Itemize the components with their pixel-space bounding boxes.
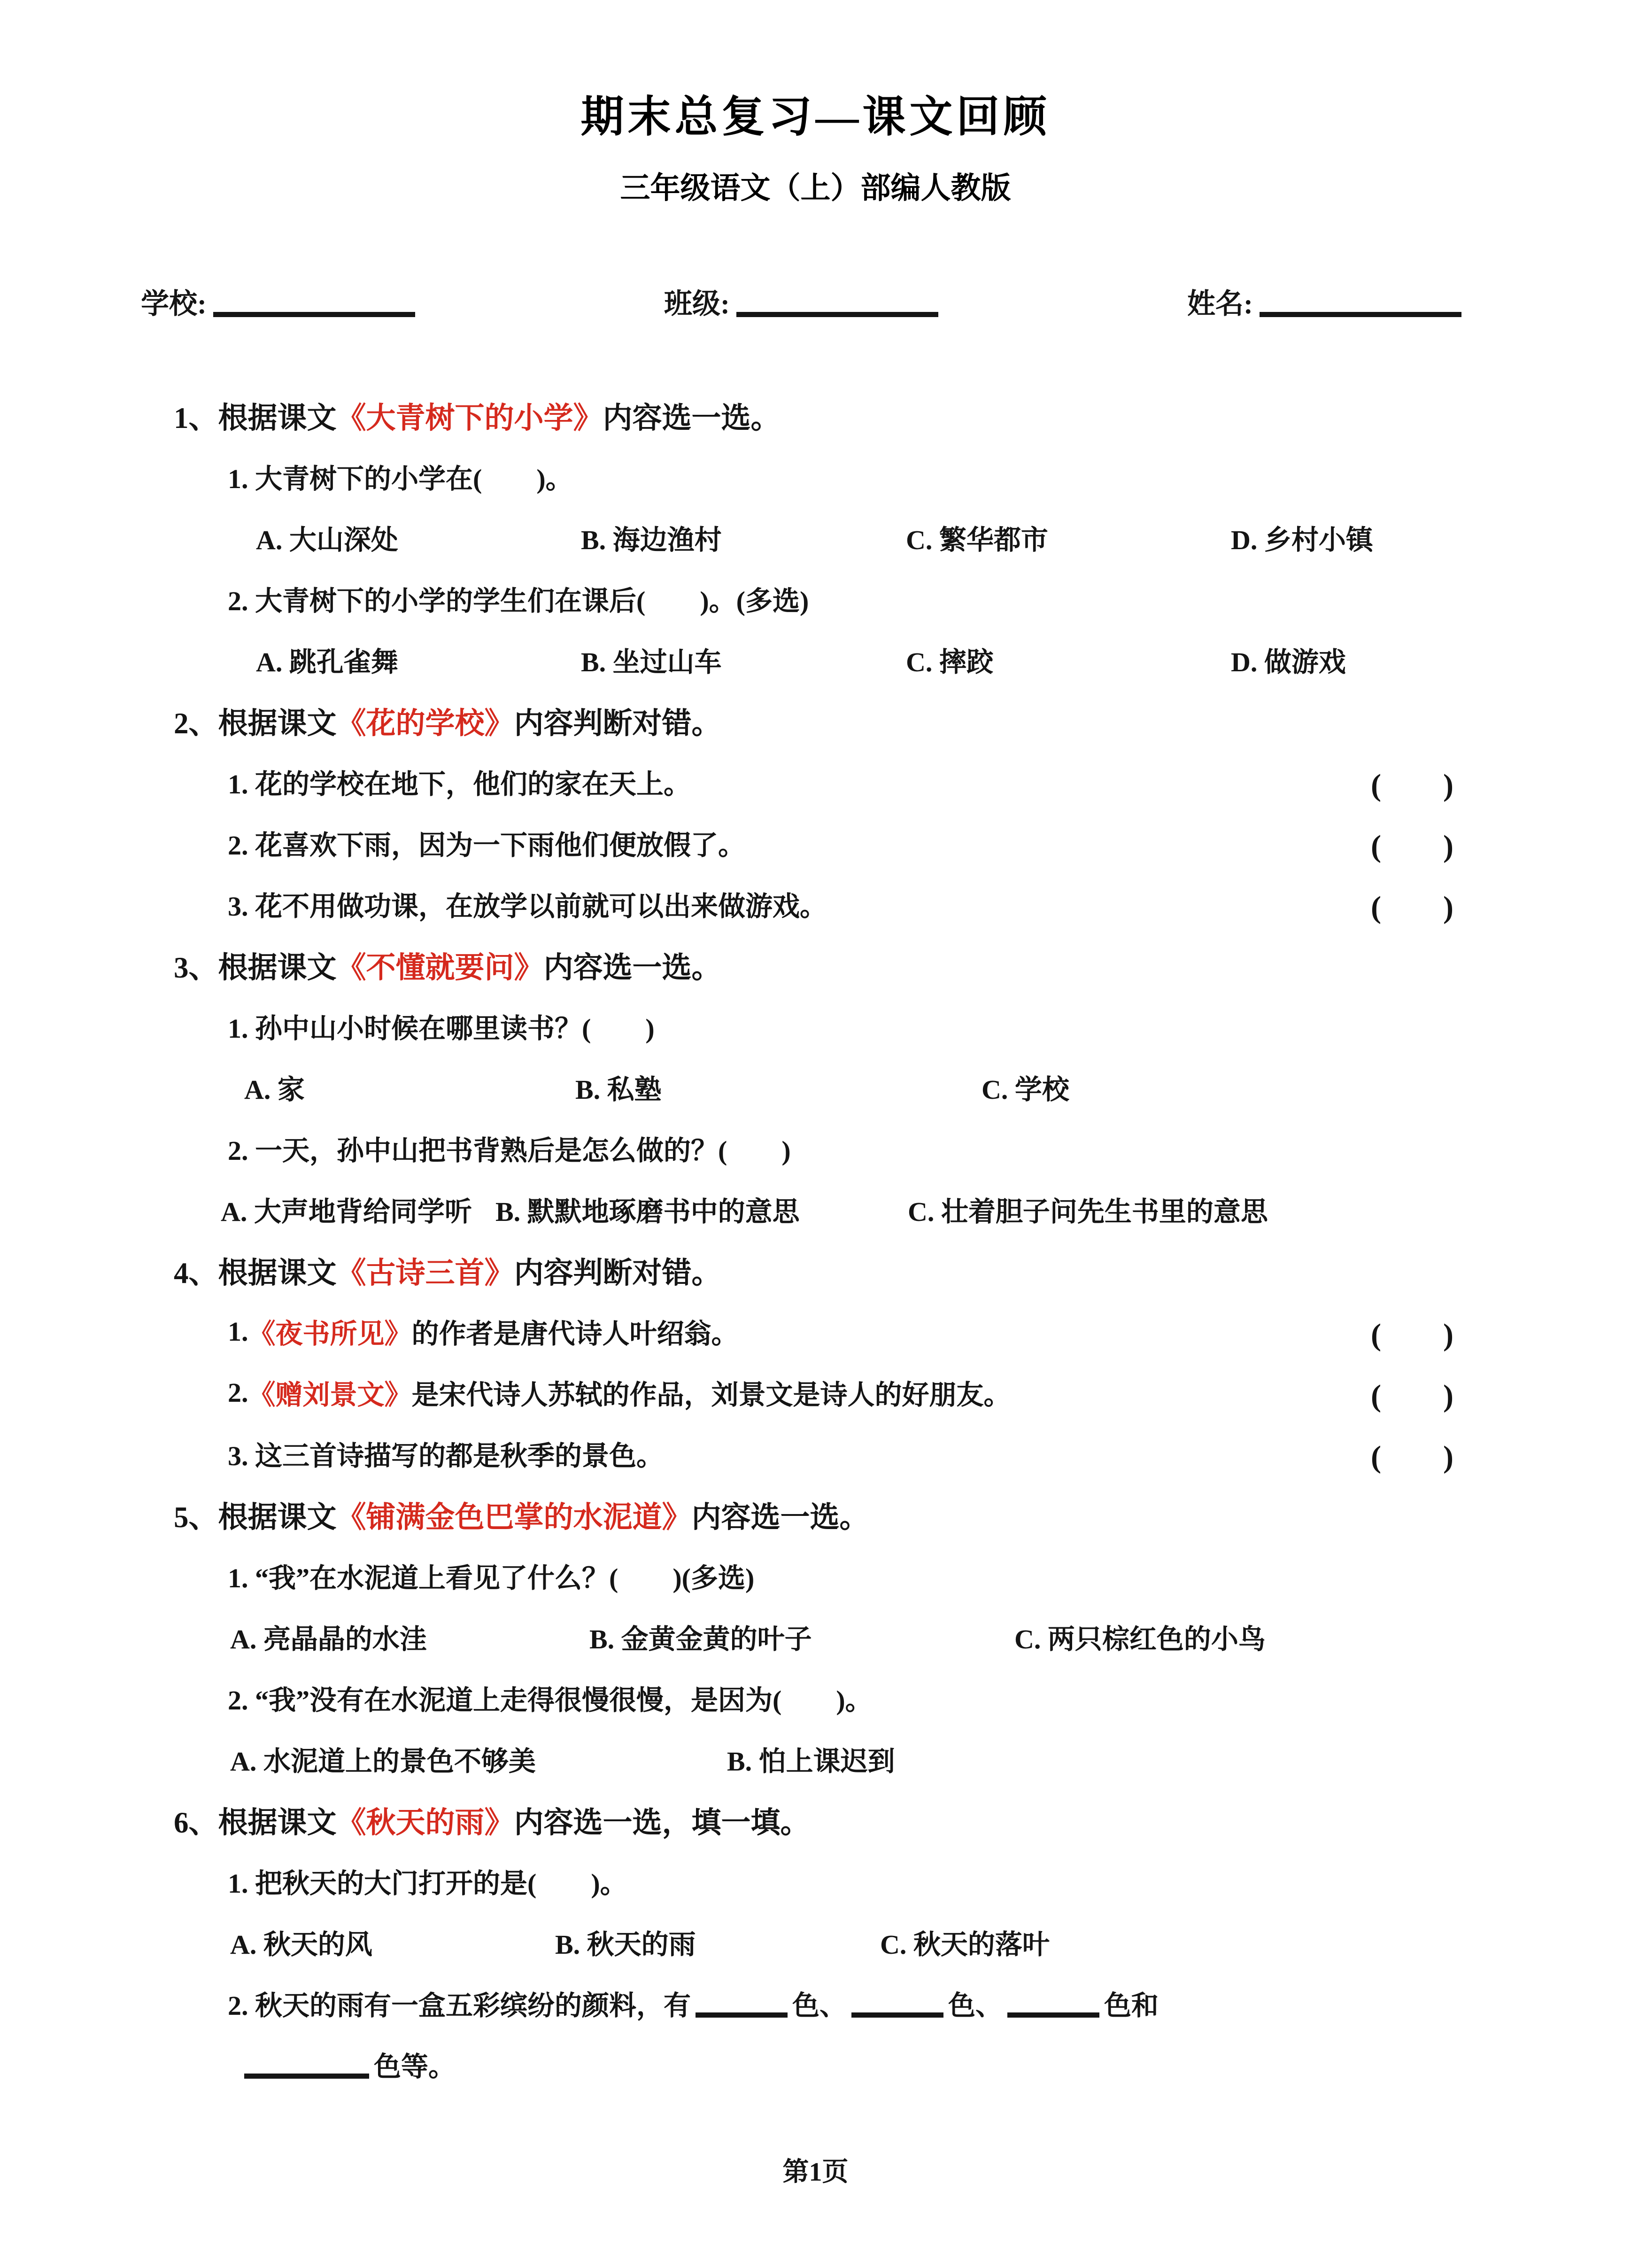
lesson-title: 《花的学校》 [336, 707, 514, 740]
heading-prefix: 3、根据课文 [174, 951, 337, 984]
option-b: B. 怕上课迟到 [727, 1746, 895, 1777]
lesson-title: 《古诗三首》 [336, 1256, 514, 1289]
question-5-item-2 [0, 1667, 1631, 1728]
fill-in-text: 2. 秋天的雨有一盒五彩缤纷的颜料，有 [228, 1990, 691, 2021]
question-3-item-2 [0, 1118, 1631, 1179]
heading-prefix: 5、根据课文 [174, 1500, 337, 1534]
question-5 [0, 1484, 1631, 1789]
heading-suffix: 内容选一选。 [691, 1500, 869, 1534]
student-info-row [0, 289, 1631, 319]
answer-brackets: ( ) [1371, 890, 1453, 924]
statement-text: 3. 这三首诗描写的都是秋季的景色。 [228, 1441, 664, 1471]
page-subtitle: 三年级语文（上）部编人教版 [620, 171, 1011, 205]
heading-suffix: 内容判断对错。 [514, 707, 721, 740]
option-b: B. 默默地琢磨书中的意思 [495, 1196, 800, 1227]
question-1-item-2-options [0, 629, 1631, 690]
sub-question-text: 2. 大青树下的小学的学生们在课后( )。(多选) [228, 586, 809, 616]
statement-text: 3. 花不用做功课，在放学以前就可以出来做游戏。 [228, 891, 827, 922]
option-c: C. 壮着胆子问先生书里的意思 [908, 1196, 1268, 1227]
question-3-item-1-options [0, 1056, 1631, 1118]
heading-suffix: 内容选一选。 [543, 951, 721, 984]
lesson-title: 《大青树下的小学》 [336, 401, 603, 435]
questions-content [0, 385, 1631, 2095]
statement-text: 2. 花喜欢下雨，因为一下雨他们便放假了。 [228, 830, 746, 861]
fill-in-blank-line [1007, 2012, 1099, 2018]
heading-prefix: 2、根据课文 [174, 707, 337, 740]
question-5-item-2-options [0, 1728, 1631, 1789]
fill-in-text: 色等。 [374, 2051, 456, 2082]
question-6-item-1-options [0, 1911, 1631, 1973]
fill-in-blank-line [244, 2074, 369, 2079]
question-1-item-2 [0, 568, 1631, 629]
option-c: C. 繁华都市 [906, 525, 1048, 555]
question-2 [0, 690, 1631, 934]
question-4 [0, 1240, 1631, 1484]
answer-brackets: ( ) [1371, 1439, 1453, 1474]
question-2-item-1 [0, 751, 1631, 812]
school-field [141, 289, 415, 319]
heading-prefix: 4、根据课文 [174, 1256, 337, 1289]
school-blank-line [213, 312, 415, 317]
sub-question-text: 1. 孙中山小时候在哪里读书？( ) [228, 1013, 655, 1044]
question-3-item-2-options [0, 1179, 1631, 1240]
statement-text: 1. 花的学校在地下，他们的家在天上。 [228, 769, 691, 800]
question-5-heading [0, 1484, 1631, 1545]
sub-question-text: 2. 一天，孙中山把书背熟后是怎么做的？( ) [228, 1135, 791, 1166]
question-4-item-1 [0, 1301, 1631, 1362]
question-3-heading [0, 934, 1631, 995]
option-c: C. 两只棕红色的小鸟 [1014, 1624, 1266, 1654]
option-a: A. 大山深处 [256, 525, 398, 555]
question-4-heading [0, 1240, 1631, 1301]
option-a: A. 跳孔雀舞 [256, 647, 398, 677]
class-blank-line [736, 312, 938, 317]
question-6 [0, 1789, 1631, 2095]
heading-suffix: 内容判断对错。 [514, 1256, 721, 1289]
fill-in-text: 色和 [1104, 1990, 1159, 2021]
statement-text: 是宋代诗人苏轼的作品，刘景文是诗人的好朋友。 [411, 1380, 1011, 1410]
question-6-item-1 [0, 1850, 1631, 1911]
poem-title: 《赠刘景文》 [248, 1380, 412, 1410]
name-blank-line [1260, 312, 1461, 317]
lesson-title: 《不懂就要问》 [336, 951, 544, 984]
option-a: A. 大声地背给同学听 [221, 1196, 472, 1227]
option-a: A. 亮晶晶的水洼 [230, 1624, 427, 1654]
name-field [1187, 289, 1461, 319]
option-c: C. 学校 [982, 1074, 1069, 1105]
question-1-item-1-options [0, 507, 1631, 568]
fill-in-text: 色、 [792, 1990, 847, 2021]
fill-in-text: 色、 [948, 1990, 1003, 2021]
question-2-item-3 [0, 873, 1631, 934]
question-4-item-3 [0, 1423, 1631, 1484]
question-6-item-2-continued [0, 2034, 1631, 2095]
answer-brackets: ( ) [1371, 768, 1453, 802]
item-number: 2. [228, 1377, 248, 1408]
option-a: A. 水泥道上的景色不够美 [230, 1746, 536, 1777]
class-label: 班级: [664, 288, 730, 319]
class-field [664, 289, 938, 319]
option-b: B. 海边渔村 [581, 525, 722, 555]
option-b: B. 金黄金黄的叶子 [589, 1624, 812, 1654]
sub-question-text: 1. 大青树下的小学在( )。 [228, 464, 573, 494]
page-title: 期末总复习—课文回顾 [580, 93, 1051, 141]
option-a: A. 家 [244, 1074, 305, 1105]
answer-brackets: ( ) [1371, 829, 1453, 863]
question-2-heading [0, 690, 1631, 751]
lesson-title: 《秋天的雨》 [336, 1806, 514, 1839]
option-b: B. 坐过山车 [581, 647, 722, 677]
question-3-item-1 [0, 995, 1631, 1056]
question-2-item-2 [0, 812, 1631, 873]
option-d: D. 乡村小镇 [1231, 525, 1373, 555]
option-c: C. 摔跤 [906, 647, 994, 677]
school-label: 学校: [141, 288, 207, 319]
heading-prefix: 6、根据课文 [174, 1806, 337, 1839]
answer-brackets: ( ) [1371, 1317, 1453, 1352]
option-d: D. 做游戏 [1231, 647, 1346, 677]
answer-brackets: ( ) [1371, 1378, 1453, 1413]
item-number: 1. [228, 1316, 248, 1347]
question-6-heading [0, 1789, 1631, 1850]
page-number: 第1页 [782, 2158, 849, 2187]
heading-suffix: 内容选一选，填一填。 [514, 1806, 810, 1839]
question-5-item-1 [0, 1545, 1631, 1606]
question-5-item-1-options [0, 1606, 1631, 1667]
question-6-item-2 [0, 1973, 1631, 2034]
option-c: C. 秋天的落叶 [880, 1929, 1050, 1960]
question-3 [0, 934, 1631, 1240]
heading-suffix: 内容选一选。 [603, 401, 781, 435]
sub-question-text: 1. “我”在水泥道上看见了什么？( )(多选) [228, 1563, 755, 1593]
fill-in-blank-line [696, 2012, 788, 2018]
option-a: A. 秋天的风 [230, 1929, 372, 1960]
lesson-title: 《铺满金色巴掌的水泥道》 [336, 1500, 692, 1534]
option-b: B. 私塾 [575, 1074, 662, 1105]
question-1-heading [0, 385, 1631, 446]
question-1 [0, 385, 1631, 690]
sub-question-text: 2. “我”没有在水泥道上走得很慢很慢，是因为( )。 [228, 1685, 873, 1716]
poem-title: 《夜书所见》 [248, 1319, 412, 1349]
statement-text: 的作者是唐代诗人叶绍翁。 [411, 1319, 739, 1349]
heading-prefix: 1、根据课文 [174, 401, 337, 435]
question-1-item-1 [0, 446, 1631, 507]
question-4-item-2 [0, 1362, 1631, 1423]
option-b: B. 秋天的雨 [555, 1929, 696, 1960]
sub-question-text: 1. 把秋天的大门打开的是( )。 [228, 1868, 627, 1899]
fill-in-blank-line [851, 2012, 943, 2018]
name-label: 姓名: [1187, 288, 1253, 319]
